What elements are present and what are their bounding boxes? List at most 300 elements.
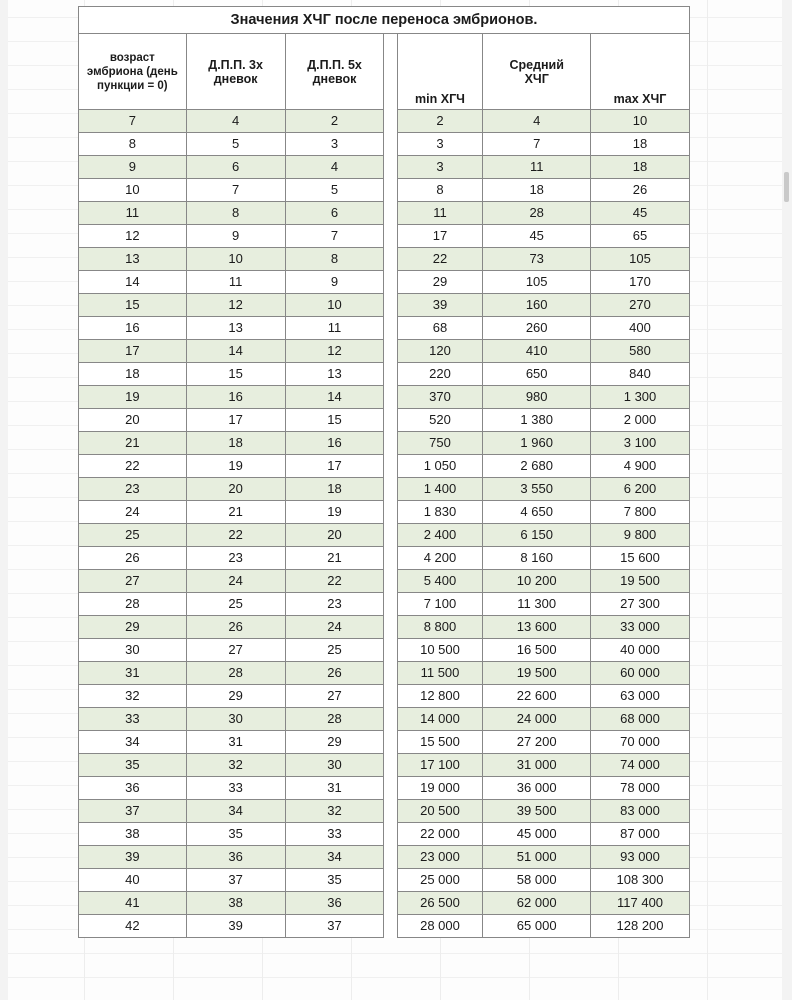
table-row — [79, 731, 690, 754]
table-row — [79, 754, 690, 777]
cell-dpp-3day: 39 — [186, 915, 285, 938]
table-row — [79, 869, 690, 892]
cell-min-hcg: 8 800 — [397, 616, 483, 639]
cell-embryo-age: 37 — [79, 800, 187, 823]
header-line-1: max ХЧГ — [613, 92, 667, 106]
cell-dpp-3day: 11 — [186, 271, 285, 294]
header-row — [79, 34, 690, 110]
cell-min-hcg: 2 400 — [397, 524, 483, 547]
table-row — [79, 202, 690, 225]
cell-max-hcg: 840 — [591, 363, 690, 386]
cell-average-hcg: 7 — [483, 133, 591, 156]
cell-max-hcg: 7 800 — [591, 501, 690, 524]
table-body — [79, 110, 690, 938]
cell-min-hcg: 23 000 — [397, 846, 483, 869]
cell-dpp-5day: 10 — [285, 294, 384, 317]
cell-dpp-5day: 11 — [285, 317, 384, 340]
cell-dpp-5day: 15 — [285, 409, 384, 432]
row-gap — [384, 501, 397, 524]
cell-average-hcg: 39 500 — [483, 800, 591, 823]
cell-average-hcg: 16 500 — [483, 639, 591, 662]
cell-max-hcg: 18 — [591, 156, 690, 179]
cell-dpp-3day: 10 — [186, 248, 285, 271]
cell-dpp-5day: 32 — [285, 800, 384, 823]
left-margin-shade — [0, 0, 8, 1000]
cell-dpp-3day: 6 — [186, 156, 285, 179]
cell-embryo-age: 42 — [79, 915, 187, 938]
cell-dpp-5day: 6 — [285, 202, 384, 225]
cell-average-hcg: 260 — [483, 317, 591, 340]
cell-max-hcg: 74 000 — [591, 754, 690, 777]
cell-dpp-5day: 27 — [285, 685, 384, 708]
column-header-max-hcg — [591, 34, 690, 110]
cell-embryo-age: 29 — [79, 616, 187, 639]
cell-max-hcg: 45 — [591, 202, 690, 225]
cell-min-hcg: 12 800 — [397, 685, 483, 708]
cell-embryo-age: 26 — [79, 547, 187, 570]
header-line-1: Д.П.П. 5х — [307, 57, 362, 72]
cell-dpp-3day: 30 — [186, 708, 285, 731]
cell-average-hcg: 4 — [483, 110, 591, 133]
table-row — [79, 409, 690, 432]
column-header-embryo-age — [79, 34, 187, 110]
header-line-2: дневок — [312, 71, 357, 86]
cell-embryo-age: 12 — [79, 225, 187, 248]
cell-embryo-age: 21 — [79, 432, 187, 455]
column-header-average-hcg — [483, 34, 591, 110]
cell-max-hcg: 93 000 — [591, 846, 690, 869]
cell-dpp-5day: 24 — [285, 616, 384, 639]
cell-average-hcg: 1 960 — [483, 432, 591, 455]
cell-dpp-5day: 12 — [285, 340, 384, 363]
table-row — [79, 432, 690, 455]
cell-average-hcg: 650 — [483, 363, 591, 386]
cell-dpp-3day: 34 — [186, 800, 285, 823]
cell-dpp-5day: 16 — [285, 432, 384, 455]
cell-max-hcg: 83 000 — [591, 800, 690, 823]
cell-dpp-3day: 25 — [186, 593, 285, 616]
row-gap — [384, 179, 397, 202]
cell-embryo-age: 33 — [79, 708, 187, 731]
header-line-1: min ХГЧ — [415, 92, 465, 106]
cell-min-hcg: 39 — [397, 294, 483, 317]
table-row — [79, 340, 690, 363]
cell-average-hcg: 3 550 — [483, 478, 591, 501]
cell-min-hcg: 1 400 — [397, 478, 483, 501]
cell-dpp-3day: 21 — [186, 501, 285, 524]
table-row — [79, 524, 690, 547]
cell-max-hcg: 26 — [591, 179, 690, 202]
header-line-1: возраст — [109, 51, 155, 64]
row-gap — [384, 248, 397, 271]
row-gap — [384, 110, 397, 133]
cell-average-hcg: 11 300 — [483, 593, 591, 616]
cell-dpp-5day: 34 — [285, 846, 384, 869]
cell-average-hcg: 410 — [483, 340, 591, 363]
row-gap — [384, 777, 397, 800]
cell-average-hcg: 19 500 — [483, 662, 591, 685]
cell-embryo-age: 31 — [79, 662, 187, 685]
row-gap — [384, 386, 397, 409]
cell-average-hcg: 62 000 — [483, 892, 591, 915]
cell-dpp-3day: 33 — [186, 777, 285, 800]
cell-min-hcg: 520 — [397, 409, 483, 432]
cell-max-hcg: 400 — [591, 317, 690, 340]
row-gap — [384, 156, 397, 179]
cell-max-hcg: 270 — [591, 294, 690, 317]
row-gap — [384, 294, 397, 317]
cell-max-hcg: 27 300 — [591, 593, 690, 616]
cell-min-hcg: 22 — [397, 248, 483, 271]
cell-max-hcg: 18 — [591, 133, 690, 156]
cell-average-hcg: 58 000 — [483, 869, 591, 892]
cell-dpp-5day: 20 — [285, 524, 384, 547]
cell-average-hcg: 13 600 — [483, 616, 591, 639]
cell-embryo-age: 19 — [79, 386, 187, 409]
cell-max-hcg: 9 800 — [591, 524, 690, 547]
cell-embryo-age: 35 — [79, 754, 187, 777]
row-gap — [384, 685, 397, 708]
table-row — [79, 685, 690, 708]
row-gap — [384, 455, 397, 478]
cell-min-hcg: 20 500 — [397, 800, 483, 823]
cell-dpp-5day: 9 — [285, 271, 384, 294]
row-gap — [384, 639, 397, 662]
cell-embryo-age: 20 — [79, 409, 187, 432]
cell-embryo-age: 36 — [79, 777, 187, 800]
table-row — [79, 662, 690, 685]
cell-min-hcg: 220 — [397, 363, 483, 386]
cell-dpp-3day: 14 — [186, 340, 285, 363]
cell-max-hcg: 60 000 — [591, 662, 690, 685]
hcg-values-table — [78, 6, 690, 938]
column-header-dpp-5day — [285, 34, 384, 110]
cell-dpp-3day: 31 — [186, 731, 285, 754]
cell-dpp-5day: 3 — [285, 133, 384, 156]
cell-average-hcg: 22 600 — [483, 685, 591, 708]
cell-embryo-age: 7 — [79, 110, 187, 133]
cell-average-hcg: 36 000 — [483, 777, 591, 800]
row-gap — [384, 731, 397, 754]
table-row — [79, 294, 690, 317]
cell-dpp-5day: 8 — [285, 248, 384, 271]
row-gap — [384, 800, 397, 823]
cell-min-hcg: 3 — [397, 133, 483, 156]
cell-average-hcg: 65 000 — [483, 915, 591, 938]
cell-min-hcg: 10 500 — [397, 639, 483, 662]
cell-embryo-age: 41 — [79, 892, 187, 915]
cell-dpp-5day: 14 — [285, 386, 384, 409]
cell-average-hcg: 105 — [483, 271, 591, 294]
table-row — [79, 593, 690, 616]
cell-dpp-5day: 30 — [285, 754, 384, 777]
table-row — [79, 708, 690, 731]
header-line-2: дневок — [213, 71, 258, 86]
cell-dpp-5day: 29 — [285, 731, 384, 754]
table-row — [79, 846, 690, 869]
cell-max-hcg: 108 300 — [591, 869, 690, 892]
cell-min-hcg: 1 830 — [397, 501, 483, 524]
row-gap — [384, 547, 397, 570]
cell-average-hcg: 980 — [483, 386, 591, 409]
cell-dpp-3day: 7 — [186, 179, 285, 202]
table-row — [79, 800, 690, 823]
title-row — [79, 7, 690, 34]
row-gap — [384, 754, 397, 777]
cell-dpp-5day: 28 — [285, 708, 384, 731]
table-row — [79, 225, 690, 248]
cell-min-hcg: 25 000 — [397, 869, 483, 892]
row-gap — [384, 524, 397, 547]
cell-dpp-5day: 18 — [285, 478, 384, 501]
cell-embryo-age: 24 — [79, 501, 187, 524]
cell-dpp-3day: 29 — [186, 685, 285, 708]
table-row — [79, 616, 690, 639]
cell-max-hcg: 2 000 — [591, 409, 690, 432]
cell-min-hcg: 4 200 — [397, 547, 483, 570]
cell-max-hcg: 3 100 — [591, 432, 690, 455]
cell-min-hcg: 8 — [397, 179, 483, 202]
cell-dpp-3day: 35 — [186, 823, 285, 846]
cell-dpp-3day: 26 — [186, 616, 285, 639]
cell-max-hcg: 19 500 — [591, 570, 690, 593]
cell-embryo-age: 17 — [79, 340, 187, 363]
cell-min-hcg: 17 100 — [397, 754, 483, 777]
cell-average-hcg: 2 680 — [483, 455, 591, 478]
cell-dpp-5day: 26 — [285, 662, 384, 685]
cell-max-hcg: 1 300 — [591, 386, 690, 409]
cell-dpp-3day: 18 — [186, 432, 285, 455]
cell-dpp-3day: 8 — [186, 202, 285, 225]
row-gap — [384, 570, 397, 593]
cell-max-hcg: 10 — [591, 110, 690, 133]
row-gap — [384, 225, 397, 248]
cell-average-hcg: 51 000 — [483, 846, 591, 869]
table-row — [79, 570, 690, 593]
cell-dpp-3day: 28 — [186, 662, 285, 685]
table-row — [79, 777, 690, 800]
table-row — [79, 248, 690, 271]
header-line-2: эмбриона (день — [86, 65, 178, 78]
row-gap — [384, 915, 397, 938]
cell-dpp-3day: 27 — [186, 639, 285, 662]
cell-min-hcg: 370 — [397, 386, 483, 409]
row-gap — [384, 869, 397, 892]
cell-dpp-3day: 32 — [186, 754, 285, 777]
cell-embryo-age: 9 — [79, 156, 187, 179]
cell-dpp-5day: 19 — [285, 501, 384, 524]
table-row — [79, 363, 690, 386]
cell-embryo-age: 22 — [79, 455, 187, 478]
cell-average-hcg: 4 650 — [483, 501, 591, 524]
cell-embryo-age: 16 — [79, 317, 187, 340]
cell-dpp-5day: 36 — [285, 892, 384, 915]
cell-average-hcg: 8 160 — [483, 547, 591, 570]
row-gap — [384, 846, 397, 869]
cell-min-hcg: 26 500 — [397, 892, 483, 915]
cell-min-hcg: 68 — [397, 317, 483, 340]
cell-embryo-age: 13 — [79, 248, 187, 271]
cell-average-hcg: 31 000 — [483, 754, 591, 777]
cell-dpp-5day: 13 — [285, 363, 384, 386]
cell-dpp-5day: 35 — [285, 869, 384, 892]
cell-average-hcg: 28 — [483, 202, 591, 225]
cell-max-hcg: 68 000 — [591, 708, 690, 731]
cell-dpp-5day: 22 — [285, 570, 384, 593]
table-row — [79, 133, 690, 156]
table-row — [79, 110, 690, 133]
column-header-dpp-3day — [186, 34, 285, 110]
row-gap — [384, 708, 397, 731]
cell-dpp-3day: 12 — [186, 294, 285, 317]
scrollbar-thumb[interactable] — [784, 172, 789, 202]
row-gap — [384, 823, 397, 846]
cell-dpp-3day: 37 — [186, 869, 285, 892]
cell-embryo-age: 18 — [79, 363, 187, 386]
cell-dpp-3day: 16 — [186, 386, 285, 409]
cell-average-hcg: 24 000 — [483, 708, 591, 731]
row-gap — [384, 133, 397, 156]
cell-embryo-age: 14 — [79, 271, 187, 294]
cell-average-hcg: 27 200 — [483, 731, 591, 754]
cell-dpp-3day: 5 — [186, 133, 285, 156]
cell-max-hcg: 40 000 — [591, 639, 690, 662]
cell-min-hcg: 5 400 — [397, 570, 483, 593]
cell-embryo-age: 23 — [79, 478, 187, 501]
cell-min-hcg: 17 — [397, 225, 483, 248]
cell-max-hcg: 63 000 — [591, 685, 690, 708]
cell-min-hcg: 1 050 — [397, 455, 483, 478]
cell-max-hcg: 87 000 — [591, 823, 690, 846]
cell-min-hcg: 2 — [397, 110, 483, 133]
cell-min-hcg: 15 500 — [397, 731, 483, 754]
cell-min-hcg: 3 — [397, 156, 483, 179]
header-gap — [384, 34, 397, 110]
header-line-2: ХЧГ — [524, 71, 549, 86]
cell-dpp-3day: 38 — [186, 892, 285, 915]
row-gap — [384, 892, 397, 915]
page-title: Значения ХЧГ после переноса эмбрионов. — [79, 7, 690, 34]
cell-embryo-age: 39 — [79, 846, 187, 869]
cell-dpp-5day: 37 — [285, 915, 384, 938]
cell-min-hcg: 120 — [397, 340, 483, 363]
cell-min-hcg: 14 000 — [397, 708, 483, 731]
cell-dpp-5day: 31 — [285, 777, 384, 800]
cell-max-hcg: 128 200 — [591, 915, 690, 938]
row-gap — [384, 317, 397, 340]
cell-dpp-3day: 4 — [186, 110, 285, 133]
cell-dpp-3day: 20 — [186, 478, 285, 501]
cell-embryo-age: 27 — [79, 570, 187, 593]
cell-embryo-age: 40 — [79, 869, 187, 892]
cell-dpp-5day: 33 — [285, 823, 384, 846]
cell-average-hcg: 10 200 — [483, 570, 591, 593]
cell-min-hcg: 7 100 — [397, 593, 483, 616]
table-row — [79, 271, 690, 294]
table-row — [79, 179, 690, 202]
cell-embryo-age: 28 — [79, 593, 187, 616]
cell-average-hcg: 45 — [483, 225, 591, 248]
cell-max-hcg: 580 — [591, 340, 690, 363]
cell-dpp-3day: 15 — [186, 363, 285, 386]
cell-dpp-3day: 23 — [186, 547, 285, 570]
cell-max-hcg: 65 — [591, 225, 690, 248]
cell-dpp-5day: 17 — [285, 455, 384, 478]
row-gap — [384, 202, 397, 225]
cell-max-hcg: 6 200 — [591, 478, 690, 501]
table-row — [79, 915, 690, 938]
cell-min-hcg: 11 — [397, 202, 483, 225]
row-gap — [384, 271, 397, 294]
cell-max-hcg: 170 — [591, 271, 690, 294]
cell-embryo-age: 32 — [79, 685, 187, 708]
table-row — [79, 639, 690, 662]
column-header-min-hcg — [397, 34, 483, 110]
cell-embryo-age: 25 — [79, 524, 187, 547]
cell-dpp-5day: 21 — [285, 547, 384, 570]
cell-max-hcg: 4 900 — [591, 455, 690, 478]
table-row — [79, 478, 690, 501]
cell-embryo-age: 15 — [79, 294, 187, 317]
cell-dpp-5day: 4 — [285, 156, 384, 179]
cell-dpp-3day: 24 — [186, 570, 285, 593]
row-gap — [384, 616, 397, 639]
row-gap — [384, 432, 397, 455]
cell-average-hcg: 73 — [483, 248, 591, 271]
cell-embryo-age: 11 — [79, 202, 187, 225]
cell-dpp-5day: 5 — [285, 179, 384, 202]
cell-dpp-5day: 2 — [285, 110, 384, 133]
cell-embryo-age: 8 — [79, 133, 187, 156]
cell-embryo-age: 38 — [79, 823, 187, 846]
cell-min-hcg: 29 — [397, 271, 483, 294]
row-gap — [384, 593, 397, 616]
cell-dpp-5day: 23 — [285, 593, 384, 616]
cell-min-hcg: 22 000 — [397, 823, 483, 846]
hcg-table-container — [78, 6, 690, 938]
cell-dpp-3day: 13 — [186, 317, 285, 340]
cell-max-hcg: 70 000 — [591, 731, 690, 754]
row-gap — [384, 409, 397, 432]
table-row — [79, 823, 690, 846]
cell-max-hcg: 105 — [591, 248, 690, 271]
cell-dpp-3day: 9 — [186, 225, 285, 248]
cell-min-hcg: 750 — [397, 432, 483, 455]
right-margin-shade — [782, 0, 792, 1000]
table-row — [79, 501, 690, 524]
row-gap — [384, 340, 397, 363]
cell-embryo-age: 10 — [79, 179, 187, 202]
cell-min-hcg: 11 500 — [397, 662, 483, 685]
cell-dpp-5day: 25 — [285, 639, 384, 662]
cell-max-hcg: 78 000 — [591, 777, 690, 800]
header-line-1: Д.П.П. 3х — [208, 57, 263, 72]
cell-average-hcg: 160 — [483, 294, 591, 317]
row-gap — [384, 662, 397, 685]
cell-average-hcg: 1 380 — [483, 409, 591, 432]
cell-dpp-3day: 17 — [186, 409, 285, 432]
cell-min-hcg: 28 000 — [397, 915, 483, 938]
cell-embryo-age: 30 — [79, 639, 187, 662]
table-row — [79, 455, 690, 478]
cell-min-hcg: 19 000 — [397, 777, 483, 800]
cell-max-hcg: 117 400 — [591, 892, 690, 915]
cell-max-hcg: 15 600 — [591, 547, 690, 570]
table-row — [79, 547, 690, 570]
table-head — [79, 7, 690, 110]
cell-dpp-3day: 19 — [186, 455, 285, 478]
table-row — [79, 156, 690, 179]
